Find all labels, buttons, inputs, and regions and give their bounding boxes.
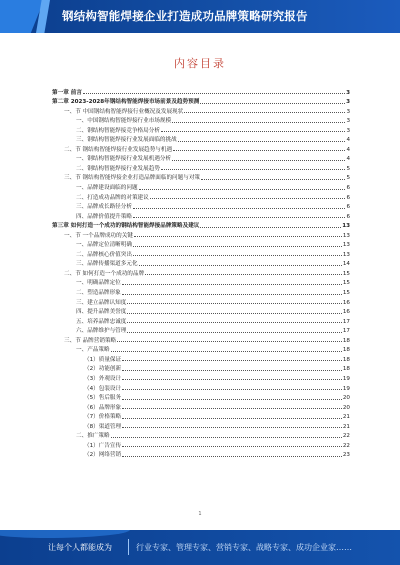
header-banner bbox=[0, 0, 400, 33]
toc-leader-dots bbox=[122, 456, 342, 457]
toc-leader-dots bbox=[139, 265, 342, 266]
toc-leader-dots bbox=[172, 160, 345, 161]
page-number: 1 bbox=[198, 511, 202, 517]
toc-entry-label: 二、节 如何打造一个成功的品牌 bbox=[64, 270, 145, 277]
toc-entry-page: 21 bbox=[342, 414, 350, 421]
toc-entry-page: 4 bbox=[346, 146, 350, 153]
toc-entry-page: 17 bbox=[342, 328, 350, 335]
toc-leader-dots bbox=[161, 131, 346, 132]
toc-entry-page: 13 bbox=[342, 232, 350, 239]
toc-entry-page: 14 bbox=[342, 261, 350, 268]
footer-divider bbox=[128, 539, 129, 555]
toc-leader-dots bbox=[145, 274, 342, 275]
toc-leader-dots bbox=[122, 399, 342, 400]
toc-entry-page: 6 bbox=[346, 204, 350, 211]
toc-entry[interactable] bbox=[52, 353, 350, 363]
toc-entry-label: （6）品牌形象 bbox=[84, 404, 122, 411]
toc-leader-dots bbox=[133, 217, 345, 218]
toc-entry-page: 22 bbox=[342, 442, 350, 449]
toc-entry-label: （1）质量保证 bbox=[84, 356, 122, 363]
toc-leader-dots bbox=[122, 389, 342, 390]
toc-entry-page: 5 bbox=[346, 175, 350, 182]
toc-entry[interactable] bbox=[52, 420, 350, 430]
toc-entry-page: 4 bbox=[346, 156, 350, 163]
toc-entry-label: 一、节 一个品牌成功的关键 bbox=[64, 232, 133, 239]
toc-entry[interactable] bbox=[52, 382, 350, 392]
toc-entry[interactable] bbox=[52, 248, 350, 258]
toc-entry[interactable] bbox=[52, 201, 350, 211]
toc-leader-dots bbox=[139, 189, 346, 190]
toc-entry[interactable] bbox=[52, 392, 350, 402]
toc-entry-page: 20 bbox=[342, 395, 350, 402]
toc-entry-label: 三、品牌成长路径分析 bbox=[76, 204, 132, 211]
toc-entry-page: 23 bbox=[342, 452, 350, 459]
toc-leader-dots bbox=[122, 379, 342, 380]
toc-entry-page: 21 bbox=[342, 423, 350, 430]
footer-slogan: 让每个人都能成为 bbox=[48, 543, 112, 552]
toc-entry-page: 6 bbox=[346, 213, 350, 220]
toc-entry-label: 二、钢结构智能焊接竞争格局分析 bbox=[76, 127, 160, 134]
toc-entry[interactable] bbox=[52, 172, 350, 182]
report-title: 钢结构智能焊接企业打造成功品牌策略研究报告 bbox=[62, 9, 308, 23]
toc-leader-dots bbox=[117, 341, 342, 342]
toc-leader-dots bbox=[172, 122, 345, 123]
toc-entry-label: 三、建立品牌认知度 bbox=[76, 299, 127, 306]
toc-entry-label: 二、塑造品牌形象 bbox=[76, 290, 121, 297]
toc-entry[interactable] bbox=[52, 277, 350, 287]
toc-entry-label: （1）广告宣传 bbox=[84, 442, 122, 449]
toc-leader-dots bbox=[122, 360, 342, 361]
toc-entry-page: 20 bbox=[342, 404, 350, 411]
toc-leader-dots bbox=[122, 370, 342, 371]
toc-entry[interactable] bbox=[52, 315, 350, 325]
table-of-contents bbox=[52, 86, 350, 458]
toc-entry[interactable] bbox=[52, 401, 350, 411]
toc-entry[interactable] bbox=[52, 306, 350, 316]
footer-banner bbox=[0, 530, 400, 565]
toc-entry-label: 一、品牌建设面临的问题 bbox=[76, 185, 138, 192]
toc-entry-page: 18 bbox=[342, 366, 350, 373]
toc-entry-page: 3 bbox=[346, 127, 350, 134]
toc-leader-dots bbox=[122, 427, 342, 428]
toc-entry-page: 4 bbox=[346, 137, 350, 144]
toc-leader-dots bbox=[122, 418, 342, 419]
toc-leader-dots bbox=[173, 150, 345, 151]
toc-entry[interactable] bbox=[52, 162, 350, 172]
toc-entry-page: 13 bbox=[342, 242, 350, 249]
toc-leader-dots bbox=[83, 93, 345, 94]
toc-entry-page: 15 bbox=[342, 280, 350, 287]
toc-entry-page: 5 bbox=[346, 165, 350, 172]
toc-entry-page: 6 bbox=[346, 194, 350, 201]
toc-entry[interactable] bbox=[52, 325, 350, 335]
toc-entry-label: 二、钢结构智能焊接行业发展趋势 bbox=[76, 165, 160, 172]
toc-leader-dots bbox=[122, 294, 342, 295]
toc-entry[interactable] bbox=[52, 220, 350, 230]
toc-entry[interactable] bbox=[52, 96, 350, 106]
toc-entry-label: 二、推广策略 bbox=[76, 433, 110, 440]
toc-entry-label: 第三章 如何打造一个成功的钢结构智能焊接品牌策略及建议 bbox=[52, 223, 200, 230]
toc-leader-dots bbox=[122, 446, 342, 447]
toc-heading: 内容目录 bbox=[174, 57, 226, 70]
toc-leader-dots bbox=[201, 179, 345, 180]
toc-entry[interactable] bbox=[52, 334, 350, 344]
toc-leader-dots bbox=[127, 313, 342, 314]
toc-entry-label: 三、节 品牌营销策略 bbox=[64, 337, 117, 344]
toc-entry[interactable] bbox=[52, 134, 350, 144]
toc-entry-label: 四、提升品牌美誉度 bbox=[76, 309, 127, 316]
toc-leader-dots bbox=[127, 322, 342, 323]
toc-entry[interactable] bbox=[52, 439, 350, 449]
toc-entry-label: （2）网络营销 bbox=[84, 452, 122, 459]
toc-entry-page: 19 bbox=[342, 385, 350, 392]
footer-roles: 行业专家、管理专家、营销专家、战略专家、成功企业家…… bbox=[136, 543, 352, 552]
toc-entry-page: 3 bbox=[346, 89, 350, 96]
toc-entry[interactable] bbox=[52, 239, 350, 249]
toc-entry[interactable] bbox=[52, 258, 350, 268]
toc-entry[interactable] bbox=[52, 449, 350, 459]
toc-entry[interactable] bbox=[52, 267, 350, 277]
toc-entry-page: 16 bbox=[342, 309, 350, 316]
toc-entry-label: 一、中国钢结构智能焊接行业市场规模 bbox=[76, 118, 172, 125]
toc-entry[interactable] bbox=[52, 105, 350, 115]
toc-entry-label: 二、打造成功品牌的对策建议 bbox=[76, 194, 149, 201]
toc-entry[interactable] bbox=[52, 411, 350, 421]
toc-leader-dots bbox=[161, 169, 346, 170]
toc-entry-label: （7）价格策略 bbox=[84, 414, 122, 421]
toc-leader-dots bbox=[111, 437, 342, 438]
toc-entry-page: 16 bbox=[342, 299, 350, 306]
toc-entry-label: 四、品牌价值提升策略 bbox=[76, 213, 132, 220]
toc-entry-page: 17 bbox=[342, 318, 350, 325]
toc-entry[interactable] bbox=[52, 124, 350, 134]
footer-wave-decoration bbox=[0, 530, 130, 538]
toc-leader-dots bbox=[122, 284, 342, 285]
toc-entry-label: （5）售后服务 bbox=[84, 395, 122, 402]
toc-entry-label: 二、品牌核心价值突出 bbox=[76, 251, 132, 258]
toc-entry-page: 3 bbox=[346, 108, 350, 115]
toc-entry-page: 13 bbox=[342, 251, 350, 258]
toc-leader-dots bbox=[127, 303, 342, 304]
toc-leader-dots bbox=[150, 198, 346, 199]
toc-entry-page: 13 bbox=[342, 223, 350, 230]
toc-leader-dots bbox=[134, 236, 342, 237]
toc-leader-dots bbox=[200, 227, 341, 228]
toc-entry-page: 18 bbox=[342, 337, 350, 344]
toc-entry[interactable] bbox=[52, 363, 350, 373]
toc-leader-dots bbox=[133, 255, 342, 256]
toc-entry-label: 一、品牌定位清晰明确 bbox=[76, 242, 132, 249]
toc-entry[interactable] bbox=[52, 344, 350, 354]
toc-entry-page: 15 bbox=[342, 290, 350, 297]
toc-entry[interactable] bbox=[52, 153, 350, 163]
toc-entry[interactable] bbox=[52, 372, 350, 382]
toc-entry[interactable] bbox=[52, 115, 350, 125]
toc-entry-label: 三、品牌传播渠道多元化 bbox=[76, 261, 138, 268]
toc-entry[interactable] bbox=[52, 191, 350, 201]
toc-entry[interactable] bbox=[52, 181, 350, 191]
toc-entry-label: 第一章 前言 bbox=[52, 89, 82, 96]
toc-entry-label: 一、明确品牌定位 bbox=[76, 280, 121, 287]
toc-entry-label: 五、培养品牌忠诚度 bbox=[76, 318, 127, 325]
toc-entry-label: 一、钢结构智能焊接行业发展机遇分析 bbox=[76, 156, 172, 163]
toc-entry-page: 15 bbox=[342, 270, 350, 277]
toc-entry-page: 18 bbox=[342, 356, 350, 363]
toc-entry-label: 二、节 钢结构智能焊接行业发展趋势与机遇 bbox=[64, 146, 173, 153]
toc-entry[interactable] bbox=[52, 210, 350, 220]
toc-entry-label: （8）渠道管理 bbox=[84, 423, 122, 430]
toc-entry[interactable] bbox=[52, 229, 350, 239]
toc-entry-label: 三、钢结构智能焊接行业发展面临的挑战 bbox=[76, 137, 177, 144]
toc-entry-label: 一、产品策略 bbox=[76, 347, 110, 354]
toc-entry-page: 6 bbox=[346, 185, 350, 192]
toc-leader-dots bbox=[133, 246, 342, 247]
toc-leader-dots bbox=[127, 332, 342, 333]
toc-entry-label: 六、品牌维护与管理 bbox=[76, 328, 127, 335]
toc-leader-dots bbox=[184, 112, 345, 113]
toc-leader-dots bbox=[178, 141, 346, 142]
toc-entry[interactable] bbox=[52, 296, 350, 306]
toc-entry[interactable] bbox=[52, 430, 350, 440]
toc-entry-label: （2）功能创新 bbox=[84, 366, 122, 373]
toc-entry-page: 3 bbox=[346, 99, 350, 106]
toc-leader-dots bbox=[111, 351, 342, 352]
toc-entry-label: 一、节 中国钢结构智能焊接行业概况及发展现状 bbox=[64, 108, 184, 115]
toc-entry-label: （4）包装设计 bbox=[84, 385, 122, 392]
toc-leader-dots bbox=[200, 103, 345, 104]
toc-entry-label: 第二章 2023-2028年钢结构智能焊接市场前景及趋势预测 bbox=[52, 99, 200, 106]
toc-leader-dots bbox=[133, 208, 345, 209]
toc-entry-page: 22 bbox=[342, 433, 350, 440]
toc-entry[interactable] bbox=[52, 286, 350, 296]
toc-leader-dots bbox=[122, 408, 342, 409]
toc-entry[interactable] bbox=[52, 143, 350, 153]
toc-entry-label: （3）外观设计 bbox=[84, 375, 122, 382]
toc-entry-page: 3 bbox=[346, 118, 350, 125]
toc-entry-label: 三、节 钢结构智能焊接企业打造品牌面临的问题与对策 bbox=[64, 175, 201, 182]
toc-entry[interactable] bbox=[52, 86, 350, 96]
toc-entry-page: 18 bbox=[342, 347, 350, 354]
toc-entry-page: 19 bbox=[342, 375, 350, 382]
